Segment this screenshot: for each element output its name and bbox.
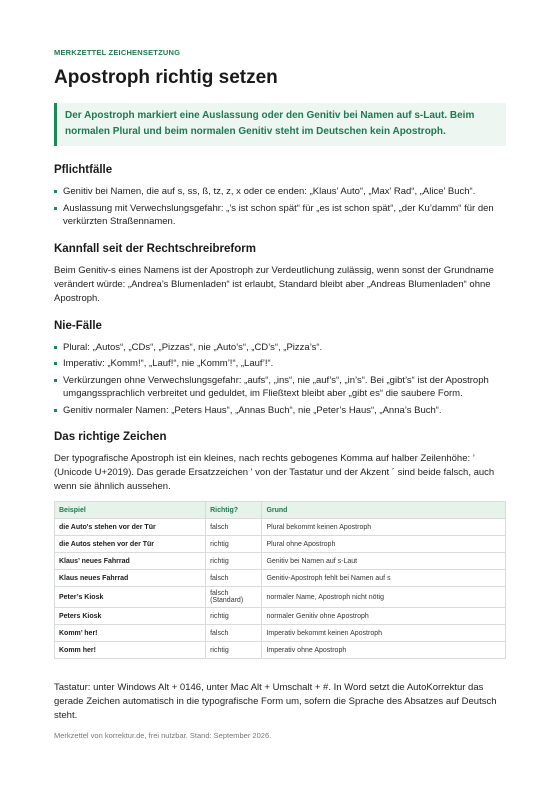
table-row [55, 553, 506, 570]
column-header-richtig: Richtig? [206, 502, 262, 519]
cell-richtig: richtig [206, 608, 262, 625]
cell-richtig: richtig [206, 536, 262, 553]
cell-richtig: falsch [206, 519, 262, 536]
list-item [54, 202, 506, 229]
cell-beispiel: Klaus’ neues Fahrrad [55, 553, 206, 570]
cell-beispiel: Komm’ her! [55, 625, 206, 642]
section-heading-zeichen: Das richtige Zeichen [54, 431, 167, 443]
cell-grund: normaler Name, Apostroph nicht nötig [262, 587, 506, 608]
bullet-icon [54, 190, 57, 193]
cell-beispiel: die Auto's stehen vor der Tür [55, 519, 206, 536]
credit-line: Merkzettel von korrektur.de, frei nutzbar. Stand: September 2026. [54, 731, 272, 740]
table-row [55, 587, 506, 608]
list-item [54, 374, 506, 401]
cell-richtig: falsch (Standard) [206, 587, 262, 608]
table-header-row [55, 502, 506, 519]
list-item-text: Plural: „Autos“, „CDs“, „Pizzas“, nie „Auto’s“, „CD’s“, „Pizza’s“. [63, 341, 323, 353]
cell-grund: normaler Genitiv ohne Apostroph [262, 608, 506, 625]
list-item [54, 404, 506, 418]
bullet-icon [54, 207, 57, 210]
lead-callout: Der Apostroph markiert eine Auslassung oder den Genitiv bei Namen auf s-Laut. Beim normalen Plural und beim normalen Genitiv steht im Deutschen kein Apostroph. [54, 103, 506, 146]
kannfall-paragraph: Beim Genitiv-s eines Namens ist der Apostroph zur Verdeutlichung zulässig, wenn sonst der Grundname verändert würde: „Andrea’s Blumenladen“ ist erlaubt, Standard bleibt aber „Andreas Blumenladen“ ohne Apostroph. [54, 264, 494, 304]
cell-grund: Genitiv-Apostroph fehlt bei Namen auf s [262, 570, 506, 587]
table-row [55, 519, 506, 536]
cell-richtig: richtig [206, 553, 262, 570]
cell-beispiel: Peters Kiosk [55, 608, 206, 625]
keyboard-hint-paragraph: Tastatur: unter Windows Alt + 0146, unter Mac Alt + Umschalt + #. In Word setzt die AutoKorrektur das gerade Zeichen automatisch in die typografische Form um, sofern die Sprache des Absatzes auf Deutsch steht. [54, 682, 497, 721]
bullet-icon [54, 346, 57, 349]
section-heading-pflichtfaelle: Pflichtfälle [54, 164, 113, 176]
bullet-icon [54, 362, 57, 365]
nie-list [54, 341, 506, 418]
cell-richtig: falsch [206, 625, 262, 642]
list-item-text: Genitiv bei Namen, die auf s, ss, ß, tz, z, x oder ce enden: „Klaus’ Auto“, „Max’ Rad“, „Alice’ Buch“. [63, 186, 476, 197]
column-header-beispiel: Beispiel [55, 502, 206, 519]
table-row [55, 536, 506, 553]
cell-beispiel: Komm her! [55, 642, 206, 659]
cell-grund: Plural ohne Apostroph [262, 536, 506, 553]
table-row [55, 608, 506, 625]
list-item [54, 357, 506, 371]
cell-grund: Imperativ ohne Apostroph [262, 642, 506, 659]
table-row [55, 642, 506, 659]
cell-richtig: falsch [206, 570, 262, 587]
section-heading-nie-faelle: Nie-Fälle [54, 319, 102, 332]
table-row [55, 625, 506, 642]
table-row [55, 570, 506, 587]
page-title: Apostroph richtig setzen [54, 67, 278, 88]
bullet-icon [54, 409, 57, 412]
list-item [54, 341, 506, 355]
cell-grund: Plural bekommt keinen Apostroph [262, 519, 506, 536]
cell-grund: Imperativ bekommt keinen Apostroph [262, 625, 506, 642]
cell-richtig: richtig [206, 642, 262, 659]
eyebrow-label: MERKZETTEL ZEICHENSETZUNG [54, 48, 181, 57]
list-item [54, 185, 506, 199]
zeichen-paragraph: Der typografische Apostroph ist ein kleines, nach rechts gebogenes Komma auf halber Zeilenhöhe: ’ (Unicode U+2019). Das gerade Ersatzzeichen ' von der Tastatur und der Akzent ´ sind beide falsch, auch wenn sie ähnlich aussehen. [54, 453, 495, 492]
cell-beispiel: Klaus neues Fahrrad [55, 570, 206, 587]
list-item-text: Verkürzungen ohne Verwechslungsgefahr: „aufs“, „ins“, nie „auf’s“, „in’s“. Bei „gibt’s“ ist der Apostroph umgangssprachlich verbreitet und geduldet, im Fließtext bleibt aber „gibt es“ die saubere Form. [63, 374, 489, 399]
bullet-icon [54, 379, 57, 382]
example-table [54, 501, 506, 659]
list-item-text: Imperativ: „Komm!“, „Lauf!“, nie „Komm’!“, „Lauf’!“. [63, 358, 274, 369]
section-heading-kannfall: Kannfall seit der Rechtschreibreform [54, 242, 256, 255]
cell-grund: Genitiv bei Namen auf s-Laut [262, 553, 506, 570]
list-item-text: Auslassung mit Verwechslungsgefahr: „’s ist schon spät“ für „es ist schon spät“, „der Ku’damm“ für den verkürzten Straßennamen. [63, 202, 494, 227]
cell-beispiel: Peter’s Kiosk [55, 587, 206, 608]
list-item-text: Genitiv normaler Namen: „Peters Haus“, „Annas Buch“, nie „Peter’s Haus“, „Anna’s Buch“. [63, 404, 442, 416]
pflicht-list [54, 185, 506, 229]
column-header-grund: Grund [262, 502, 506, 519]
cell-beispiel: die Autos stehen vor der Tür [55, 536, 206, 553]
